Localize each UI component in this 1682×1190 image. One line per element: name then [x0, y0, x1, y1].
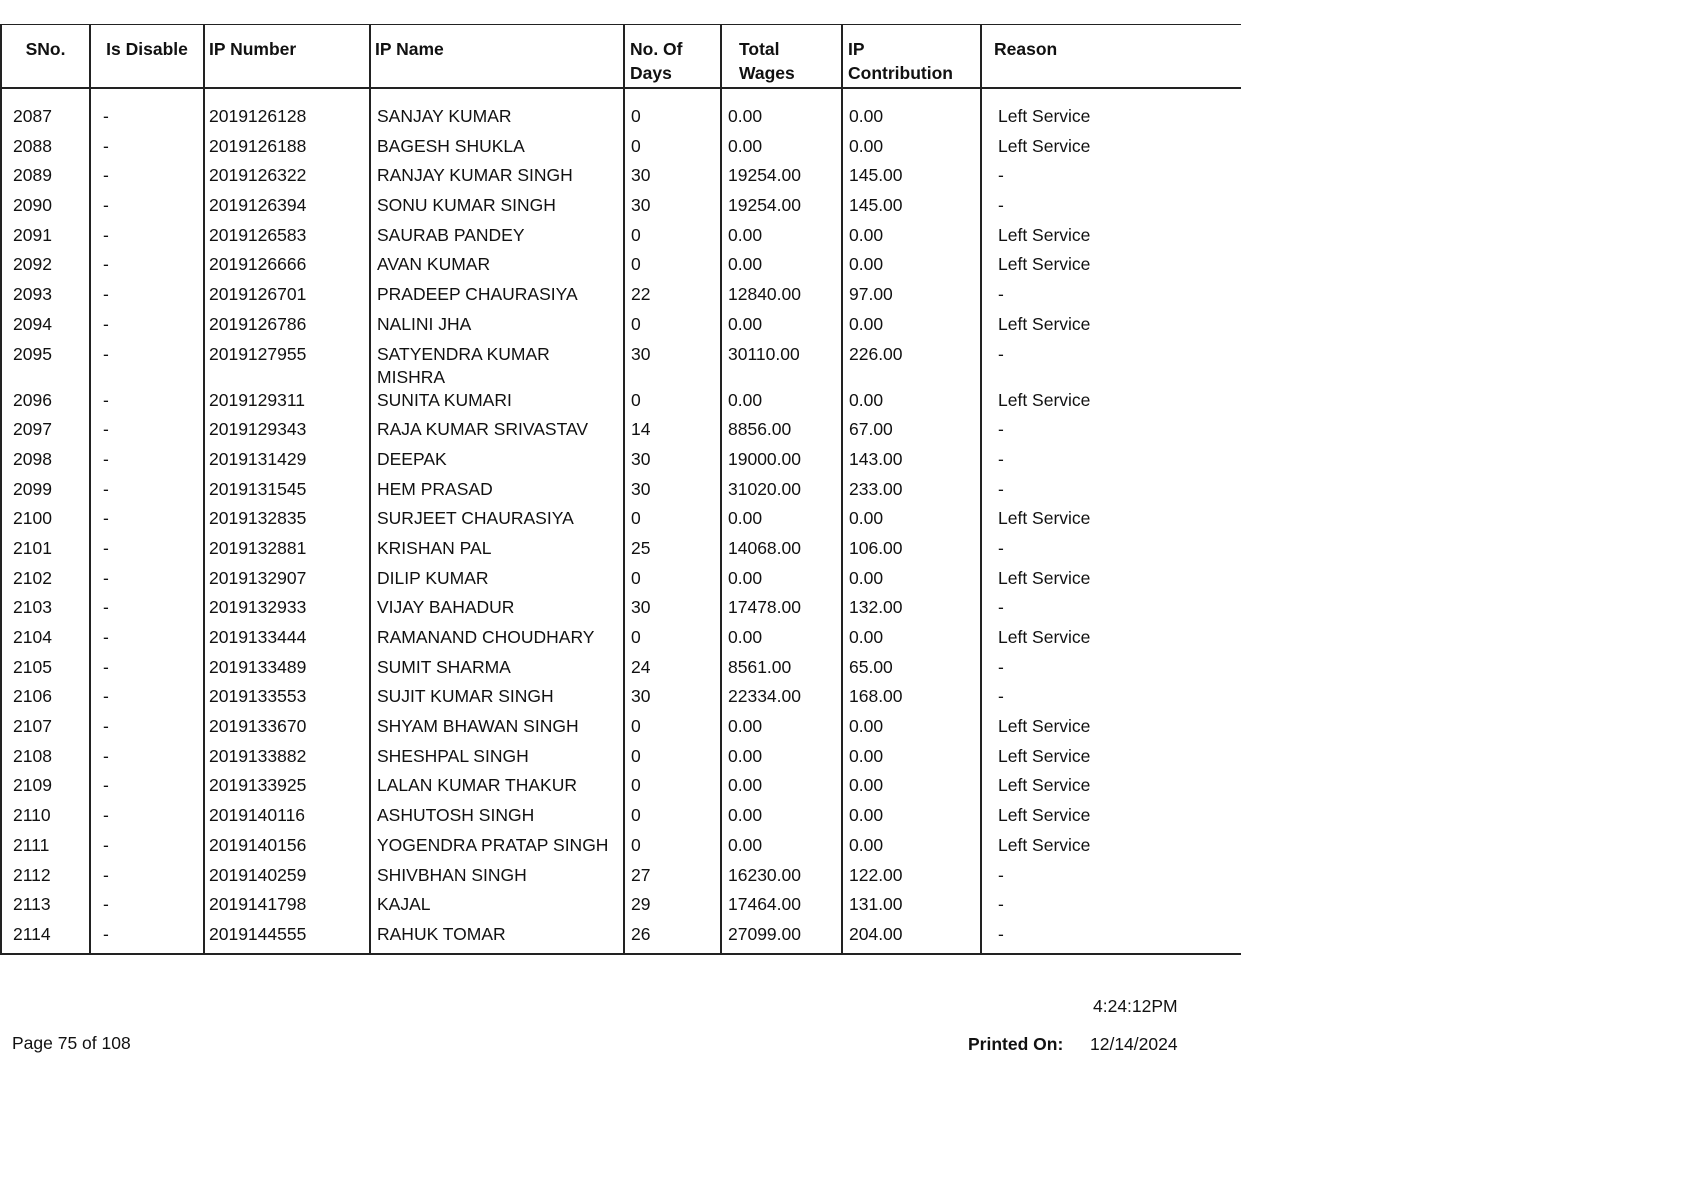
- cell-ip-contribution: 0.00: [842, 745, 981, 775]
- cell-no-of-days: 14: [624, 418, 721, 448]
- cell-ip-contribution: 0.00: [842, 253, 981, 283]
- cell-ip-number: 2019133670: [204, 715, 370, 745]
- cell-ip-contribution: 226.00: [842, 343, 981, 389]
- cell-is-disable: -: [90, 596, 204, 626]
- cell-no-of-days: 0: [624, 389, 721, 419]
- header-line: No. Of: [630, 39, 683, 59]
- contribution-table: [0, 24, 1241, 955]
- cell-no-of-days: 30: [624, 478, 721, 508]
- column-header-ip-contribution: [842, 25, 981, 89]
- cell-total-wages: 0.00: [721, 135, 842, 165]
- cell-no-of-days: 0: [624, 253, 721, 283]
- cell-reason: Left Service: [981, 804, 1241, 834]
- cell-reason: Left Service: [981, 715, 1241, 745]
- cell-ip-number: 2019129311: [204, 389, 370, 419]
- cell-ip-name: SHESHPAL SINGH: [370, 745, 624, 775]
- table-row: [1, 313, 1241, 343]
- cell-total-wages: 0.00: [721, 389, 842, 419]
- cell-ip-name: SAURAB PANDEY: [370, 224, 624, 254]
- cell-ip-name: RAMANAND CHOUDHARY: [370, 626, 624, 656]
- cell-ip-number: 2019132933: [204, 596, 370, 626]
- cell-ip-number: 2019126188: [204, 135, 370, 165]
- cell-ip-name: KRISHAN PAL: [370, 537, 624, 567]
- cell-is-disable: -: [90, 164, 204, 194]
- cell-ip-contribution: 204.00: [842, 923, 981, 954]
- cell-is-disable: -: [90, 864, 204, 894]
- cell-reason: -: [981, 164, 1241, 194]
- cell-ip-contribution: 0.00: [842, 389, 981, 419]
- cell-sno: 2101: [1, 537, 90, 567]
- cell-no-of-days: 30: [624, 194, 721, 224]
- cell-reason: Left Service: [981, 105, 1241, 135]
- cell-ip-contribution: 0.00: [842, 774, 981, 804]
- cell-ip-name: SHIVBHAN SINGH: [370, 864, 624, 894]
- header-line: IP: [848, 39, 865, 59]
- cell-no-of-days: 0: [624, 313, 721, 343]
- cell-ip-number: 2019144555: [204, 923, 370, 954]
- cell-is-disable: -: [90, 253, 204, 283]
- cell-sno: 2096: [1, 389, 90, 419]
- cell-ip-number: 2019140259: [204, 864, 370, 894]
- cell-ip-number: 2019132835: [204, 507, 370, 537]
- report-sheet: [0, 24, 1240, 955]
- column-header-sno: SNo.: [1, 25, 90, 89]
- cell-total-wages: 14068.00: [721, 537, 842, 567]
- cell-ip-contribution: 0.00: [842, 804, 981, 834]
- cell-is-disable: -: [90, 105, 204, 135]
- cell-sno: 2112: [1, 864, 90, 894]
- cell-is-disable: -: [90, 834, 204, 864]
- cell-sno: 2087: [1, 105, 90, 135]
- print-time: 4:24:12PM: [1093, 996, 1178, 1016]
- table-row: [1, 715, 1241, 745]
- cell-reason: -: [981, 596, 1241, 626]
- cell-is-disable: -: [90, 194, 204, 224]
- cell-total-wages: 19000.00: [721, 448, 842, 478]
- cell-is-disable: -: [90, 804, 204, 834]
- cell-no-of-days: 0: [624, 745, 721, 775]
- cell-total-wages: 0.00: [721, 313, 842, 343]
- table-row: [1, 685, 1241, 715]
- table-row: [1, 834, 1241, 864]
- cell-no-of-days: 30: [624, 343, 721, 389]
- cell-ip-number: 2019126666: [204, 253, 370, 283]
- cell-no-of-days: 0: [624, 804, 721, 834]
- cell-total-wages: 0.00: [721, 507, 842, 537]
- cell-sno: 2103: [1, 596, 90, 626]
- spacer-cell: [842, 88, 981, 105]
- table-row: [1, 164, 1241, 194]
- cell-ip-name: SHYAM BHAWAN SINGH: [370, 715, 624, 745]
- cell-sno: 2108: [1, 745, 90, 775]
- spacer-cell: [721, 88, 842, 105]
- cell-ip-contribution: 132.00: [842, 596, 981, 626]
- cell-sno: 2095: [1, 343, 90, 389]
- cell-sno: 2111: [1, 834, 90, 864]
- cell-ip-name: DILIP KUMAR: [370, 567, 624, 597]
- cell-sno: 2106: [1, 685, 90, 715]
- cell-sno: 2113: [1, 893, 90, 923]
- table-row: [1, 194, 1241, 224]
- table-row: [1, 626, 1241, 656]
- cell-total-wages: 17478.00: [721, 596, 842, 626]
- cell-sno: 2105: [1, 656, 90, 686]
- cell-ip-name: RAJA KUMAR SRIVASTAV: [370, 418, 624, 448]
- header-line: Days: [630, 63, 672, 83]
- spacer-cell: [624, 88, 721, 105]
- table-row: [1, 283, 1241, 313]
- cell-ip-name: RANJAY KUMAR SINGH: [370, 164, 624, 194]
- cell-ip-name: YOGENDRA PRATAP SINGH: [370, 834, 624, 864]
- header-line: Contribution: [848, 63, 953, 83]
- cell-is-disable: -: [90, 418, 204, 448]
- cell-reason: -: [981, 923, 1241, 954]
- table-row: [1, 864, 1241, 894]
- cell-reason: Left Service: [981, 507, 1241, 537]
- cell-ip-number: 2019126583: [204, 224, 370, 254]
- cell-reason: Left Service: [981, 313, 1241, 343]
- table-row: [1, 537, 1241, 567]
- cell-reason: -: [981, 478, 1241, 508]
- table-header: [1, 25, 1241, 89]
- cell-reason: Left Service: [981, 135, 1241, 165]
- cell-no-of-days: 25: [624, 537, 721, 567]
- cell-total-wages: 16230.00: [721, 864, 842, 894]
- cell-reason: -: [981, 864, 1241, 894]
- cell-ip-name: KAJAL: [370, 893, 624, 923]
- header-line: Total: [739, 39, 780, 59]
- table-row: [1, 656, 1241, 686]
- cell-no-of-days: 0: [624, 507, 721, 537]
- cell-ip-contribution: 0.00: [842, 567, 981, 597]
- cell-reason: -: [981, 893, 1241, 923]
- cell-reason: -: [981, 343, 1241, 389]
- cell-reason: Left Service: [981, 834, 1241, 864]
- table-row: [1, 507, 1241, 537]
- cell-ip-contribution: 131.00: [842, 893, 981, 923]
- cell-ip-name: AVAN KUMAR: [370, 253, 624, 283]
- cell-ip-name: SATYENDRA KUMAR MISHRA: [370, 343, 624, 389]
- table-row: [1, 596, 1241, 626]
- cell-no-of-days: 30: [624, 164, 721, 194]
- cell-total-wages: 8856.00: [721, 418, 842, 448]
- cell-sno: 2089: [1, 164, 90, 194]
- cell-no-of-days: 0: [624, 834, 721, 864]
- cell-is-disable: -: [90, 567, 204, 597]
- cell-ip-name: DEEPAK: [370, 448, 624, 478]
- cell-is-disable: -: [90, 135, 204, 165]
- cell-ip-number: 2019126786: [204, 313, 370, 343]
- cell-sno: 2088: [1, 135, 90, 165]
- cell-ip-name: SANJAY KUMAR: [370, 105, 624, 135]
- cell-no-of-days: 27: [624, 864, 721, 894]
- table-row: [1, 389, 1241, 419]
- cell-total-wages: 22334.00: [721, 685, 842, 715]
- cell-no-of-days: 0: [624, 715, 721, 745]
- cell-is-disable: -: [90, 893, 204, 923]
- cell-reason: -: [981, 537, 1241, 567]
- table-row: [1, 893, 1241, 923]
- cell-ip-number: 2019141798: [204, 893, 370, 923]
- cell-sno: 2100: [1, 507, 90, 537]
- cell-no-of-days: 0: [624, 567, 721, 597]
- cell-ip-contribution: 97.00: [842, 283, 981, 313]
- cell-ip-contribution: 0.00: [842, 626, 981, 656]
- cell-is-disable: -: [90, 224, 204, 254]
- cell-ip-contribution: 145.00: [842, 194, 981, 224]
- cell-no-of-days: 30: [624, 448, 721, 478]
- cell-ip-contribution: 0.00: [842, 834, 981, 864]
- cell-is-disable: -: [90, 448, 204, 478]
- table-spacer-row: [1, 88, 1241, 105]
- cell-no-of-days: 0: [624, 774, 721, 804]
- cell-ip-contribution: 168.00: [842, 685, 981, 715]
- cell-total-wages: 0.00: [721, 567, 842, 597]
- cell-reason: -: [981, 283, 1241, 313]
- cell-sno: 2109: [1, 774, 90, 804]
- cell-reason: Left Service: [981, 774, 1241, 804]
- cell-is-disable: -: [90, 626, 204, 656]
- cell-is-disable: -: [90, 283, 204, 313]
- cell-reason: -: [981, 448, 1241, 478]
- cell-reason: -: [981, 656, 1241, 686]
- cell-total-wages: 31020.00: [721, 478, 842, 508]
- cell-ip-number: 2019126322: [204, 164, 370, 194]
- cell-is-disable: -: [90, 507, 204, 537]
- cell-ip-contribution: 106.00: [842, 537, 981, 567]
- cell-total-wages: 0.00: [721, 774, 842, 804]
- cell-ip-name: NALINI JHA: [370, 313, 624, 343]
- cell-no-of-days: 26: [624, 923, 721, 954]
- cell-no-of-days: 29: [624, 893, 721, 923]
- cell-total-wages: 19254.00: [721, 194, 842, 224]
- table-row: [1, 567, 1241, 597]
- cell-sno: 2091: [1, 224, 90, 254]
- cell-ip-contribution: 0.00: [842, 313, 981, 343]
- cell-ip-number: 2019133444: [204, 626, 370, 656]
- cell-ip-number: 2019127955: [204, 343, 370, 389]
- cell-sno: 2110: [1, 804, 90, 834]
- cell-ip-name: ASHUTOSH SINGH: [370, 804, 624, 834]
- cell-ip-number: 2019126701: [204, 283, 370, 313]
- table-row: [1, 135, 1241, 165]
- cell-ip-number: 2019131545: [204, 478, 370, 508]
- column-header-ip-number: IP Number: [204, 25, 370, 89]
- cell-ip-contribution: 233.00: [842, 478, 981, 508]
- cell-is-disable: -: [90, 537, 204, 567]
- cell-ip-contribution: 0.00: [842, 715, 981, 745]
- table-row: [1, 105, 1241, 135]
- cell-is-disable: -: [90, 774, 204, 804]
- cell-reason: Left Service: [981, 253, 1241, 283]
- cell-is-disable: -: [90, 715, 204, 745]
- page-number: Page 75 of 108: [12, 1033, 131, 1053]
- cell-is-disable: -: [90, 745, 204, 775]
- table-row: [1, 923, 1241, 954]
- table-row: [1, 774, 1241, 804]
- column-header-total-wages: [721, 25, 842, 89]
- table-row: [1, 253, 1241, 283]
- cell-ip-name: SUNITA KUMARI: [370, 389, 624, 419]
- cell-ip-number: 2019133882: [204, 745, 370, 775]
- cell-no-of-days: 0: [624, 626, 721, 656]
- cell-no-of-days: 30: [624, 596, 721, 626]
- cell-ip-name: SONU KUMAR SINGH: [370, 194, 624, 224]
- cell-ip-name: SURJEET CHAURASIYA: [370, 507, 624, 537]
- cell-total-wages: 12840.00: [721, 283, 842, 313]
- cell-reason: Left Service: [981, 389, 1241, 419]
- cell-reason: Left Service: [981, 626, 1241, 656]
- cell-sno: 2094: [1, 313, 90, 343]
- cell-is-disable: -: [90, 389, 204, 419]
- spacer-cell: [204, 88, 370, 105]
- cell-ip-number: 2019129343: [204, 418, 370, 448]
- table-row: [1, 804, 1241, 834]
- spacer-cell: [90, 88, 204, 105]
- cell-ip-name: PRADEEP CHAURASIYA: [370, 283, 624, 313]
- cell-is-disable: -: [90, 313, 204, 343]
- cell-ip-number: 2019133489: [204, 656, 370, 686]
- cell-sno: 2090: [1, 194, 90, 224]
- cell-no-of-days: 24: [624, 656, 721, 686]
- cell-reason: Left Service: [981, 567, 1241, 597]
- cell-sno: 2092: [1, 253, 90, 283]
- cell-sno: 2102: [1, 567, 90, 597]
- cell-ip-contribution: 0.00: [842, 224, 981, 254]
- cell-sno: 2099: [1, 478, 90, 508]
- cell-ip-number: 2019133553: [204, 685, 370, 715]
- table-row: [1, 418, 1241, 448]
- cell-no-of-days: 0: [624, 135, 721, 165]
- cell-total-wages: 0.00: [721, 253, 842, 283]
- cell-sno: 2098: [1, 448, 90, 478]
- cell-ip-contribution: 67.00: [842, 418, 981, 448]
- cell-ip-number: 2019126128: [204, 105, 370, 135]
- cell-ip-contribution: 0.00: [842, 135, 981, 165]
- table-body: [1, 88, 1241, 954]
- cell-total-wages: 0.00: [721, 224, 842, 254]
- cell-ip-contribution: 122.00: [842, 864, 981, 894]
- cell-total-wages: 0.00: [721, 804, 842, 834]
- cell-no-of-days: 0: [624, 105, 721, 135]
- header-line: Wages: [739, 63, 795, 83]
- cell-reason: -: [981, 418, 1241, 448]
- cell-ip-contribution: 145.00: [842, 164, 981, 194]
- cell-is-disable: -: [90, 343, 204, 389]
- cell-reason: -: [981, 194, 1241, 224]
- cell-no-of-days: 30: [624, 685, 721, 715]
- cell-ip-number: 2019133925: [204, 774, 370, 804]
- cell-sno: 2107: [1, 715, 90, 745]
- cell-reason: Left Service: [981, 745, 1241, 775]
- cell-sno: 2114: [1, 923, 90, 954]
- table-row: [1, 343, 1241, 389]
- column-header-is-disable: Is Disable: [90, 25, 204, 89]
- cell-sno: 2093: [1, 283, 90, 313]
- cell-ip-number: 2019140116: [204, 804, 370, 834]
- cell-reason: Left Service: [981, 224, 1241, 254]
- table-row: [1, 745, 1241, 775]
- cell-is-disable: -: [90, 656, 204, 686]
- cell-ip-number: 2019131429: [204, 448, 370, 478]
- cell-total-wages: 0.00: [721, 834, 842, 864]
- cell-reason: -: [981, 685, 1241, 715]
- cell-total-wages: 0.00: [721, 715, 842, 745]
- cell-total-wages: 0.00: [721, 745, 842, 775]
- table-row: [1, 478, 1241, 508]
- printed-on-label: Printed On:: [968, 1034, 1064, 1054]
- spacer-cell: [370, 88, 624, 105]
- cell-ip-name: SUJIT KUMAR SINGH: [370, 685, 624, 715]
- cell-ip-name: LALAN KUMAR THAKUR: [370, 774, 624, 804]
- cell-ip-name: RAHUK TOMAR: [370, 923, 624, 954]
- cell-ip-name: HEM PRASAD: [370, 478, 624, 508]
- spacer-cell: [1, 88, 90, 105]
- cell-no-of-days: 22: [624, 283, 721, 313]
- cell-ip-number: 2019126394: [204, 194, 370, 224]
- cell-is-disable: -: [90, 478, 204, 508]
- column-header-no-of-days: [624, 25, 721, 89]
- cell-is-disable: -: [90, 923, 204, 954]
- cell-total-wages: 0.00: [721, 626, 842, 656]
- cell-sno: 2097: [1, 418, 90, 448]
- cell-ip-contribution: 65.00: [842, 656, 981, 686]
- cell-no-of-days: 0: [624, 224, 721, 254]
- cell-total-wages: 0.00: [721, 105, 842, 135]
- cell-total-wages: 8561.00: [721, 656, 842, 686]
- cell-ip-name: SUMIT SHARMA: [370, 656, 624, 686]
- cell-is-disable: -: [90, 685, 204, 715]
- cell-total-wages: 19254.00: [721, 164, 842, 194]
- printed-on-date: 12/14/2024: [1090, 1034, 1178, 1054]
- table-row: [1, 448, 1241, 478]
- cell-sno: 2104: [1, 626, 90, 656]
- cell-ip-number: 2019132881: [204, 537, 370, 567]
- cell-ip-contribution: 0.00: [842, 507, 981, 537]
- cell-total-wages: 30110.00: [721, 343, 842, 389]
- column-header-ip-name: IP Name: [370, 25, 624, 89]
- cell-ip-contribution: 143.00: [842, 448, 981, 478]
- cell-ip-name: BAGESH SHUKLA: [370, 135, 624, 165]
- cell-ip-number: 2019132907: [204, 567, 370, 597]
- cell-total-wages: 17464.00: [721, 893, 842, 923]
- cell-ip-number: 2019140156: [204, 834, 370, 864]
- table-row: [1, 224, 1241, 254]
- cell-ip-contribution: 0.00: [842, 105, 981, 135]
- column-header-reason: Reason: [981, 25, 1241, 89]
- spacer-cell: [981, 88, 1241, 105]
- cell-ip-name: VIJAY BAHADUR: [370, 596, 624, 626]
- cell-total-wages: 27099.00: [721, 923, 842, 954]
